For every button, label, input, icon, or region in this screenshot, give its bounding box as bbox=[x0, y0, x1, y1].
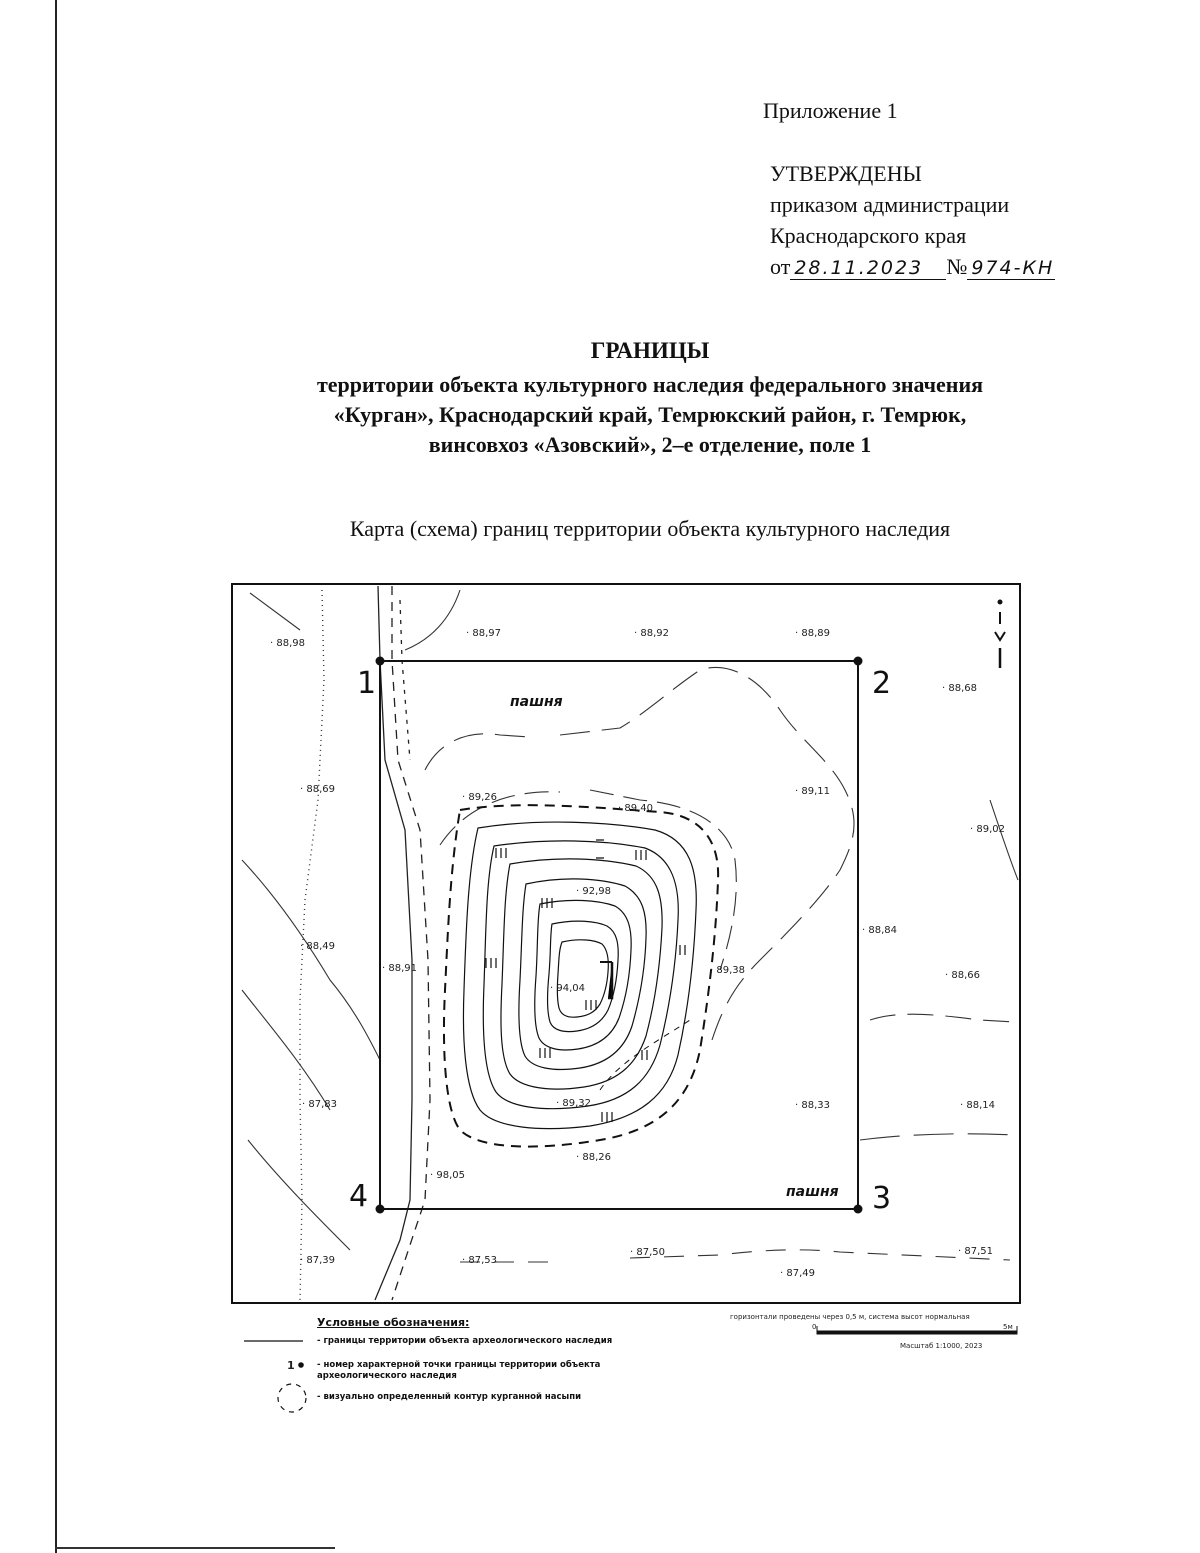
elevation-mark: · 88,49 bbox=[300, 941, 335, 952]
north-arrow-icon bbox=[995, 600, 1005, 668]
boundary-point-4-label: 4 bbox=[349, 1179, 369, 1214]
mound-contours bbox=[444, 805, 718, 1146]
title-line-1: территории объекта культурного наследия федерального значения bbox=[316, 372, 984, 397]
boundary-point-2-label: 2 bbox=[872, 666, 892, 701]
elevation-mark: · 87,51 bbox=[958, 1246, 993, 1257]
boundary-point-2-marker bbox=[854, 657, 863, 666]
order-date: 28.11.2023 bbox=[790, 257, 946, 280]
approved-heading: УТВЕРЖДЕНЫ bbox=[770, 161, 922, 186]
elevation-mark: · 89,11 bbox=[795, 786, 830, 797]
order-line-2: Краснодарского края bbox=[770, 223, 967, 248]
elevation-mark: · 88,98 bbox=[270, 638, 305, 649]
elevation-mark: · 89,40 bbox=[618, 803, 653, 814]
scale-credit: Масштаб 1:1000, 2023 bbox=[900, 1342, 983, 1350]
elevation-mark: · 88,89 bbox=[795, 628, 830, 639]
elevation-mark: · 89,32 bbox=[556, 1098, 591, 1109]
scale-tick-start: 0 bbox=[812, 1323, 817, 1331]
elevation-mark: · 89,26 bbox=[462, 792, 497, 803]
elevation-mark: · 88,26 bbox=[576, 1152, 611, 1163]
legend-item-boundary: - границы территории объекта археологического наследия bbox=[317, 1336, 613, 1346]
legend-point-icon bbox=[298, 1362, 304, 1368]
elevation-mark: · 88,97 bbox=[466, 628, 501, 639]
boundary-point-4-marker bbox=[376, 1205, 385, 1214]
elevation-mark: · 87,50 bbox=[630, 1247, 665, 1258]
elevation-mark: · 88,69 bbox=[300, 784, 335, 795]
elevation-mark: · 88,91 bbox=[382, 963, 417, 974]
site-boundary-polygon bbox=[380, 661, 858, 1209]
title-line-2: «Курган», Краснодарский край, Темрюкский район, г. Темрюк, bbox=[333, 402, 967, 427]
appendix-label: Приложение 1 bbox=[763, 98, 898, 123]
legend-item-point-number: - номер характерной точки границы территории объекта археологического наследия bbox=[317, 1360, 601, 1381]
elevation-mark: · 88,68 bbox=[942, 683, 977, 694]
elevation-mark: · 87,53 bbox=[462, 1255, 497, 1266]
elevation-mark: · 89,38 bbox=[710, 965, 745, 976]
map-caption: Карта (схема) границ территории объекта культурного наследия bbox=[349, 516, 951, 541]
title-line-3: винсовхоз «Азовский», 2–е отделение, поле 1 bbox=[428, 432, 872, 457]
elevation-mark: · 88,84 bbox=[862, 925, 897, 936]
elevation-mark: · 88,33 bbox=[795, 1100, 830, 1111]
boundary-point-1-label: 1 bbox=[357, 666, 377, 701]
legend-item-mound-contour: - визуально определенный контур курганной насыпи bbox=[317, 1392, 582, 1402]
elevation-mark: · 98,05 bbox=[430, 1170, 465, 1181]
boundary-point-1-marker bbox=[376, 657, 385, 666]
number-prefix: № bbox=[946, 254, 968, 279]
elevation-mark: · 89,02 bbox=[970, 824, 1005, 835]
elevation-mark: · 87,39 bbox=[300, 1255, 335, 1266]
legend-point-number: 1 bbox=[287, 1359, 295, 1372]
elevation-mark: · 88,92 bbox=[634, 628, 669, 639]
order-number: 974-КН bbox=[967, 257, 1055, 280]
scale-tick-end: 5м bbox=[1003, 1323, 1013, 1331]
elevation-mark: · 92,98 bbox=[576, 886, 611, 897]
legend-mound-contour-icon bbox=[278, 1384, 306, 1412]
scale-note: горизонтали проведены через 0,5 м, система высот нормальная bbox=[730, 1313, 970, 1321]
date-prefix: от bbox=[770, 254, 791, 279]
land-label-arable-bottom: пашня bbox=[786, 1184, 839, 1200]
elevation-mark: · 87,49 bbox=[780, 1268, 815, 1279]
boundary-point-3-label: 3 bbox=[872, 1181, 892, 1216]
elevation-mark: · 88,14 bbox=[960, 1100, 995, 1111]
legend-title: Условные обозначения: bbox=[317, 1316, 470, 1329]
title-main: ГРАНИЦЫ bbox=[590, 338, 710, 363]
land-label-arable-top: пашня bbox=[510, 694, 563, 710]
boundary-point-3-marker bbox=[854, 1205, 863, 1214]
order-line-1: приказом администрации bbox=[770, 192, 1010, 217]
elevation-mark: · 88,66 bbox=[945, 970, 980, 981]
elevation-mark: · 87,83 bbox=[302, 1099, 337, 1110]
elevation-mark: · 94,04 bbox=[550, 983, 585, 994]
road-lines bbox=[375, 586, 430, 1300]
scale-bar bbox=[817, 1326, 1017, 1334]
